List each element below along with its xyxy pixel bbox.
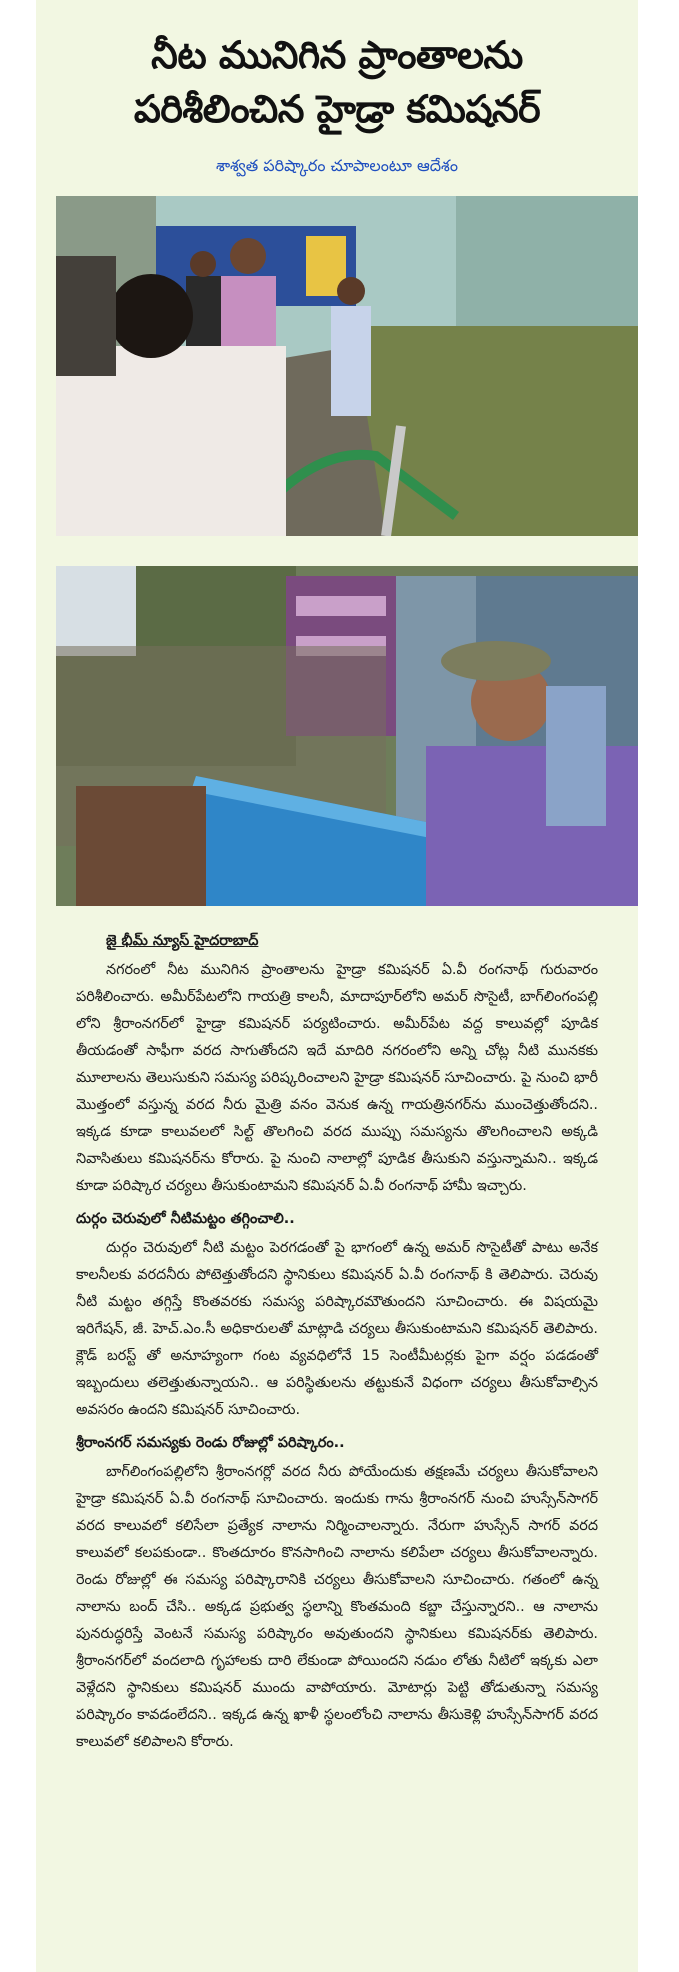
subheadline: శాశ్వత పరిష్కారం చూపాలంటూ ఆదేశం — [216, 156, 458, 175]
photo-officials-inspecting-flooded-area — [56, 196, 638, 536]
newspaper-clipping — [36, 0, 638, 1972]
paragraph-3: బాగ్‌లింగంపల్లిలోని శ్రీరాంనగర్లో వరద నీరు పోయేందుకు తక్షణమే చర్యలు తీసుకోవాలని హైడ్రా కమిషనర్ ఏ.వీ రంగనాథ్ సూచించారు. ఇందుకు గాను శ్రీరాంనగర్ నుంచి హుస్సేన్‌సాగర్ వరద కాలువలో కలిసేలా ప్రత్యేక నాలాను నిర్మించాలన్నారు. నేరుగా హుస్సేన్ సాగర్ వరద కాలువలో కలపకుండా.. కొంతదూరం కొనసాగించి నాలాను కలిపేలా చర్యలు తీసుకోవాలన్నారు. రెండు రోజుల్లో ఈ సమస్య పరిష్కారానికి చర్యలు తీసుకోవాలని సూచించారు. గతంలో ఉన్న నాలాను బంద్ చేసి.. అక్కడ ప్రభుత్వ స్థలాన్ని కొంతమంది కబ్జా చేస్తున్నారని.. ఆ నాలాను పునరుద్ధరిస్తే వెంటనే సమస్య పరిష్కారం అవుతుందని స్థానికులు కమిషనర్‌కు తెలిపారు. శ్రీరాంనగర్‌లో వందలాది గృహాలకు దారి లేకుండా పోయిందని నడుం లోతు నీటిలో ఇక్కకు ఎలా వెళ్లేదని స్థానికులు కమిషనర్ ముందు వాపోయారు. మోటార్లు పెట్టి తోడుతున్నా సమస్య పరిష్కారం కావడంలేదని.. ఇక్కడ ఉన్న ఖాళీ స్థలంలోంచి నాలాను తీసుకెళ్లి హుస్సేన్‌సాగర్ వరద కాలువలో కలిపాలని కోరారు. — [76, 1464, 598, 1750]
subheading-sriramnagar: శ్రీరాంనగర్ సమస్యకు రెండు రోజుల్లో పరిష్కారం.. — [76, 1435, 345, 1451]
headline-line-1: నీట మునిగిన ప్రాంతాలను — [151, 33, 523, 77]
photo-2-illustration — [56, 566, 638, 906]
photo-1-illustration — [56, 196, 638, 536]
subheading-durgam-lake: దుర్గం చెరువులో నీటిమట్టం తగ్గించాలి.. — [76, 1211, 295, 1227]
headline — [56, 28, 618, 136]
headline-line-2: పరిశీలించిన హైడ్రా కమిషనర్ — [133, 87, 541, 131]
photo-commissioner-at-drain-site — [56, 566, 638, 906]
article-body — [56, 928, 618, 1756]
paragraph-2: దుర్గం చెరువులో నీటి మట్టం పెరగడంతో పై భాగంలో ఉన్న అమర్ సొసైటీతో పాటు అనేక కాలనీలకు వరదనీరు పోటెత్తుతోందని స్థానికులు కమిషనర్ ఏ.వీ రంగనాథ్ కి తెలిపారు. చెరువు నీటి మట్టం తగ్గిస్తే కొంతవరకు సమస్య పరిష్కారమౌతుందని సూచించారు. ఈ విషయమై ఇరిగేషన్, జీ. హెచ్.ఎం.సీ అధికారులతో మాట్లాడి చర్యలు తీసుకుంటామని కమిషనర్ తెలిపారు. క్లౌడ్ బరస్ట్ తో అనూహ్యంగా గంట వ్యవధిలోనే 15 సెంటీమీటర్లకు పైగా వర్షం పడడంతో ఇబ్బందులు తలెత్తుతున్నాయని.. ఆ పరిస్థితులను తట్టుకునే విధంగా చర్యలు తీసుకోవాల్సిన అవసరం ఉందని కమిషనర్ సూచించారు. — [76, 1240, 598, 1418]
byline: జై భీమ్ న్యూస్ హైదరాబాద్ — [106, 933, 259, 949]
paragraph-1: నగరంలో నీట మునిగిన ప్రాంతాలను హైడ్రా కమిషనర్ ఏ.వీ రంగనాథ్ గురువారం పరిశీలించారు. అమీర్‌పేటలోని గాయత్రి కాలనీ, మాదాపూర్‌లోని అమర్ సొసైటీ, బాగ్‌లింగంపల్లి లోని శ్రీరాంనగర్‌లో హైడ్రా కమిషనర్ పర్యటించారు. అమీర్‌పేట వద్ద కాలువల్లో పూడిక తీయడంతో సాఫీగా వరద సాగుతోందని ఇదే మాదిరి నగరంలోని అన్ని చోట్ల నీటి మునకకు మూలాలను తెలుసుకుని సమస్య పరిష్కరించాలని హైడ్రా కమిషనర్ సూచించారు. పై నుంచి భారీ మొత్తంలో వస్తున్న వరద నీరు మైత్రి వనం వెనుక ఉన్న గాయత్రినగర్‌ను ముంచెత్తుతోందని.. ఇక్కడ కూడా కాలువలలో సిల్ట్ తొలగించి వరద ముప్పు సమస్యను తొలగించాలని అక్కడి నివాసితులు కమిషనర్‌ను కోరారు. పై నుంచి నాలాల్లో పూడిక తీసుకుని వస్తున్నామని.. ఇక్కడ కూడా పరిష్కార చర్యలు తీసుకుంటామని కమిషనర్ ఏ.వీ రంగనాథ్ హామీ ఇచ్చారు. — [76, 962, 598, 1194]
